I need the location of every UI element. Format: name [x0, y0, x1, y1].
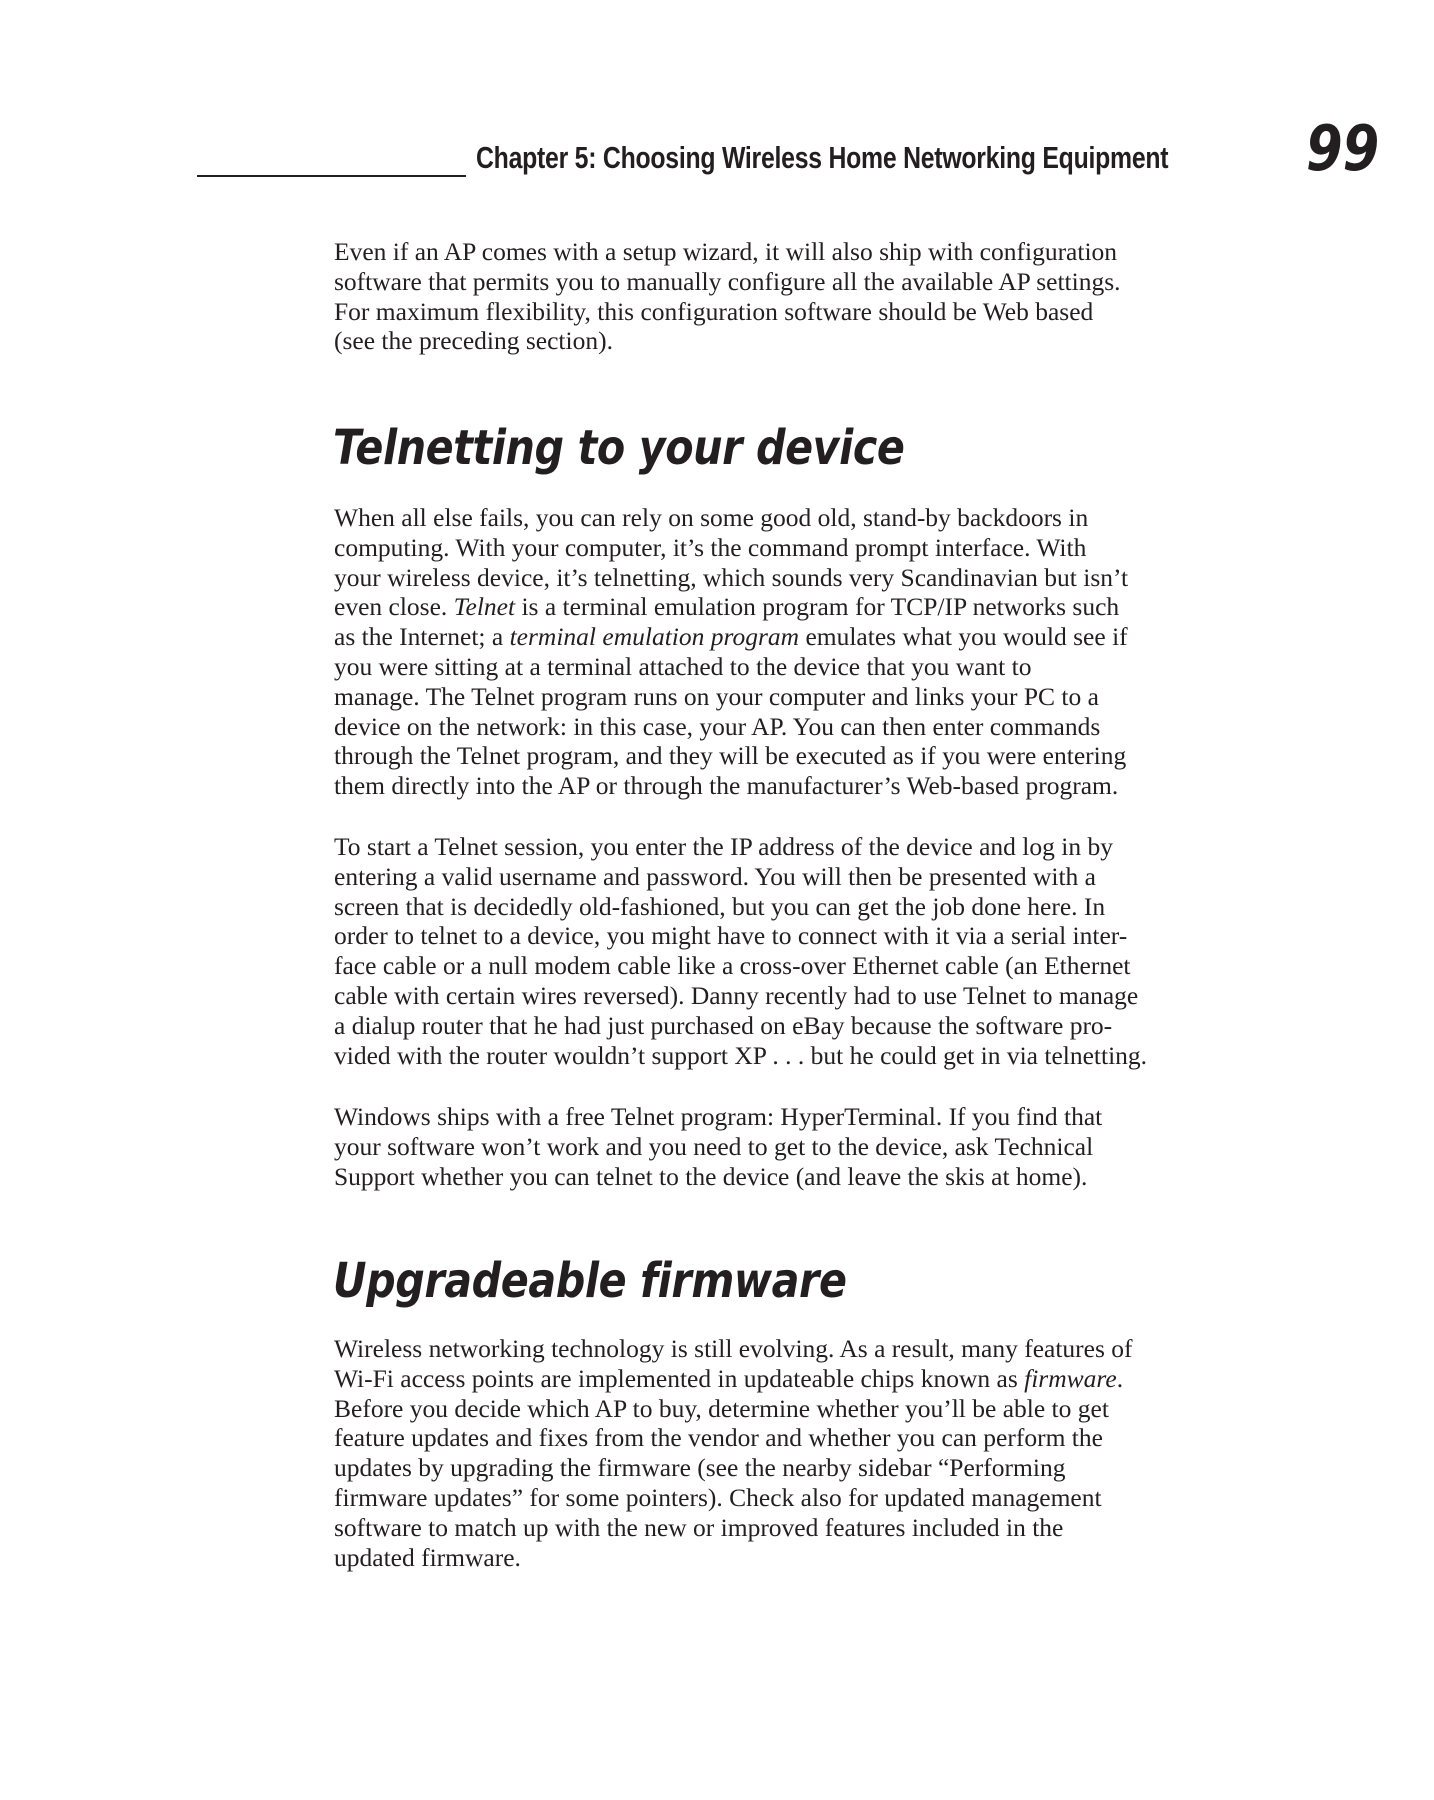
- section-heading-firmware: Upgradeable firmware: [333, 1253, 847, 1309]
- text-line: [334, 1041, 1147, 1071]
- text-line: [334, 297, 1121, 327]
- text-line: [334, 832, 1147, 862]
- page-number: 99: [1306, 112, 1380, 185]
- text-run: .: [1116, 1363, 1124, 1393]
- text-run: face cable or a null modem cable like a cross-over Ethernet cable (an Ethernet: [334, 951, 1131, 981]
- text-line: [334, 326, 1121, 356]
- paragraph-telnet-1: [334, 503, 1128, 801]
- text-run: updates by upgrading the firmware (see the nearby sidebar “Performing: [334, 1453, 1066, 1483]
- text-line: [334, 921, 1147, 951]
- text-run: feature updates and fixes from the vendor and whether you can perform the: [334, 1423, 1103, 1453]
- text-run: When all else fails, you can rely on some good old, stand-by backdoors in: [334, 503, 1089, 532]
- text-run: your wireless device, it’s telnetting, which sounds very Scandinavian but isn’t: [334, 562, 1129, 592]
- text-line: [334, 1513, 1133, 1543]
- text-run: is a terminal emulation program for TCP/IP networks such: [515, 592, 1120, 622]
- italic-term: terminal emulation program: [509, 622, 800, 652]
- text-run: updated firmware.: [334, 1542, 521, 1572]
- text-run: To start a Telnet session, you enter the IP address of the device and log in by: [334, 832, 1113, 861]
- text-line: [334, 1543, 1133, 1573]
- text-line: [334, 771, 1128, 801]
- text-line: [334, 622, 1128, 652]
- paragraph-telnet-3: [334, 1102, 1102, 1191]
- text-run: screen that is decidedly old-fashioned, but you can get the job done here. In: [334, 891, 1106, 921]
- text-run: software that permits you to manually configure all the available AP settings.: [334, 266, 1121, 296]
- text-line: [334, 1364, 1133, 1394]
- paragraph-telnet-2: [334, 832, 1147, 1070]
- text-run: (see the preceding section).: [334, 326, 613, 356]
- text-line: [334, 951, 1147, 981]
- text-line: [334, 1483, 1133, 1513]
- text-line: [334, 741, 1128, 771]
- italic-term: firmware: [1024, 1363, 1117, 1393]
- text-run: order to telnet to a device, you might have to connect with it via a serial inter-: [334, 921, 1128, 951]
- text-line: [334, 563, 1128, 593]
- text-line: [334, 682, 1128, 712]
- text-line: [334, 503, 1128, 533]
- text-run: a dialup router that he had just purchased on eBay because the software pro-: [334, 1010, 1113, 1040]
- text-run: Before you decide which AP to buy, determine whether you’ll be able to get: [334, 1393, 1109, 1423]
- text-run: manage. The Telnet program runs on your computer and links your PC to a: [334, 681, 1099, 711]
- text-line: [334, 1453, 1133, 1483]
- text-run: as the Internet; a: [334, 622, 510, 652]
- text-line: [334, 592, 1128, 622]
- paragraph-firmware-1: [334, 1334, 1133, 1572]
- text-run: device on the network: in this case, your AP. You can then enter commands: [334, 711, 1101, 741]
- text-run: Support whether you can telnet to the device (and leave the skis at home).: [334, 1161, 1088, 1191]
- text-run: emulates what you would see if: [799, 622, 1128, 652]
- text-run: Even if an AP comes with a setup wizard, it will also ship with configuration: [334, 237, 1118, 266]
- text-run: Wi-Fi access points are implemented in updateable chips known as: [334, 1363, 1025, 1393]
- text-run: even close.: [334, 592, 454, 622]
- text-line: [334, 1334, 1133, 1364]
- text-run: through the Telnet program, and they will be executed as if you were entering: [334, 741, 1127, 771]
- text-run: entering a valid username and password. You will then be presented with a: [334, 861, 1096, 891]
- text-run: firmware updates” for some pointers). Check also for updated management: [334, 1482, 1102, 1512]
- text-run: your software won’t work and you need to get to the device, ask Technical: [334, 1131, 1094, 1161]
- text-line: [334, 237, 1121, 267]
- text-line: [334, 1132, 1102, 1162]
- text-run: For maximum flexibility, this configuration software should be Web based: [334, 296, 1094, 326]
- italic-term: Telnet: [453, 592, 516, 622]
- text-run: cable with certain wires reversed). Danny recently had to use Telnet to manage: [334, 980, 1139, 1010]
- text-line: [334, 1102, 1102, 1132]
- text-run: them directly into the AP or through the manufacturer’s Web-based program.: [334, 771, 1119, 801]
- running-head: Chapter 5: Choosing Wireless Home Networking Equipment: [476, 140, 1169, 175]
- text-line: [334, 712, 1128, 742]
- text-run: Wireless networking technology is still evolving. As a result, many features of: [334, 1334, 1133, 1363]
- text-line: [334, 1394, 1133, 1424]
- text-line: [334, 652, 1128, 682]
- text-line: [334, 267, 1121, 297]
- text-line: [334, 981, 1147, 1011]
- paragraph-intro: [334, 237, 1121, 356]
- text-line: [334, 1162, 1102, 1192]
- text-run: vided with the router wouldn’t support XP . . . but he could get in via telnetting.: [334, 1040, 1148, 1070]
- text-run: software to match up with the new or improved features included in the: [334, 1512, 1064, 1542]
- header-rule: [197, 175, 466, 177]
- text-line: [334, 1011, 1147, 1041]
- text-line: [334, 533, 1128, 563]
- text-run: you were sitting at a terminal attached to the device that you want to: [334, 651, 1032, 681]
- text-run: computing. With your computer, it’s the command prompt interface. With: [334, 532, 1087, 562]
- text-line: [334, 892, 1147, 922]
- text-line: [334, 1423, 1133, 1453]
- text-line: [334, 862, 1147, 892]
- section-heading-telnet: Telnetting to your device: [333, 420, 905, 476]
- text-run: Windows ships with a free Telnet program: HyperTerminal. If you find that: [334, 1102, 1103, 1131]
